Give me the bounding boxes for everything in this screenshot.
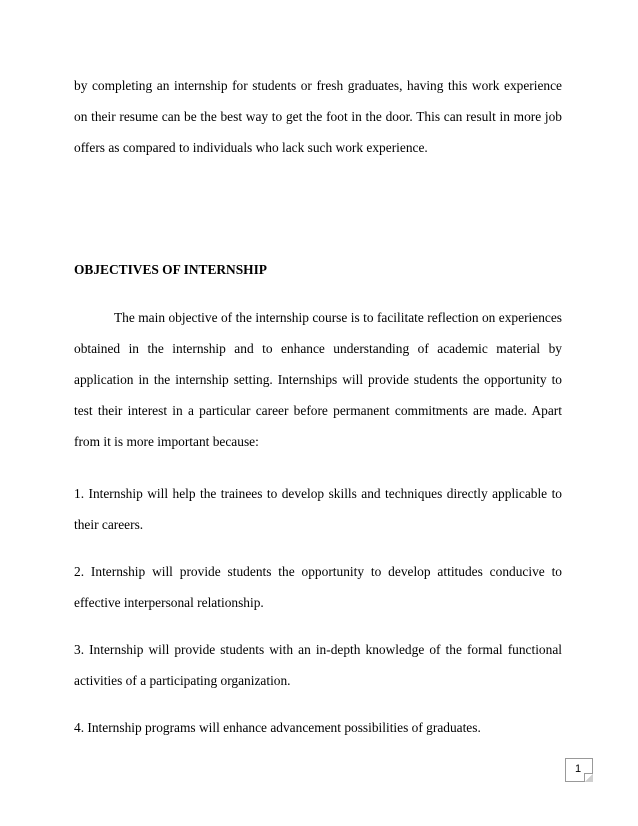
page-number: 1 <box>574 763 582 775</box>
list-item-2: 2. Internship will provide students the opportunity to develop attitudes conducive to effective interpersonal relationship. <box>74 564 562 610</box>
section-heading: OBJECTIVES OF INTERNSHIP <box>74 262 267 277</box>
objective-paragraph: The main objective of the internship course is to facilitate reflection on experiences obtained in the internship and to enhance understanding of academic material by application in the internship setting. Internships will provide students the opportunity to test their interest in a particular career before permanent commitments are made. Apart from it is more important because: <box>74 310 562 449</box>
list-item-4: 4. Internship programs will enhance advancement possibilities of graduates. <box>74 720 481 735</box>
intro-paragraph: by completing an internship for students or fresh graduates, having this work experience on their resume can be the best way to get the foot in the door. This can result in more job offers as compared to individuals who lack such work experience. <box>74 78 562 155</box>
page-corner-fold-icon <box>584 773 593 782</box>
page-number-box <box>565 758 593 782</box>
list-item-3: 3. Internship will provide students with an in-depth knowledge of the formal functional activities of a participating organization. <box>74 642 562 688</box>
list-item-1: 1. Internship will help the trainees to develop skills and techniques directly applicable to their careers. <box>74 486 562 532</box>
